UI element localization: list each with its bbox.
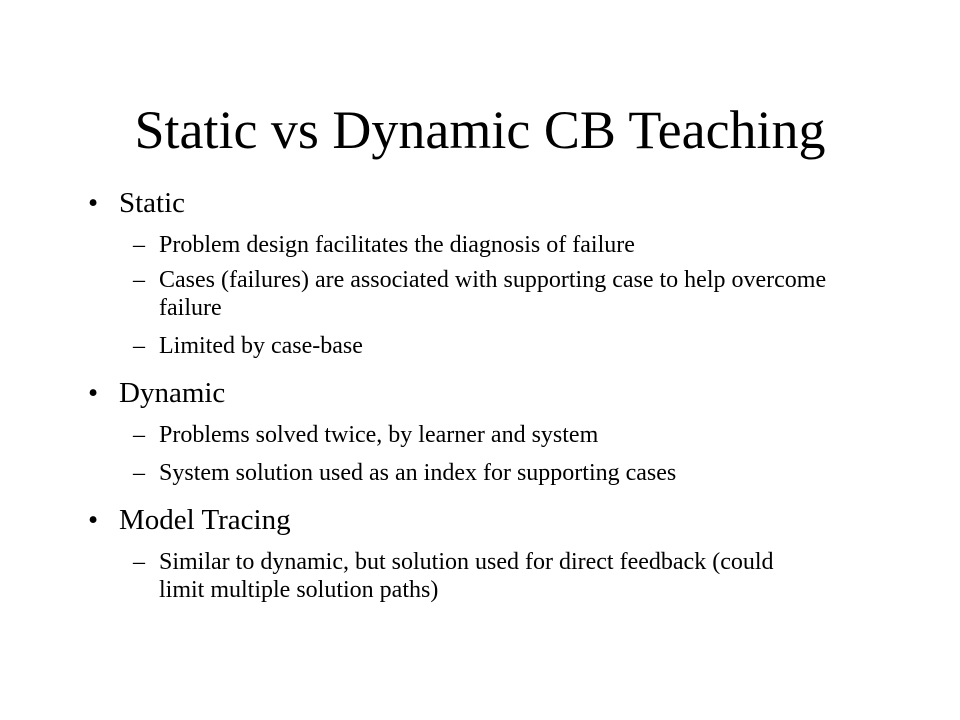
section-dynamic [88, 374, 888, 487]
sub-bullet-item [88, 266, 888, 322]
dash-icon: – [133, 232, 145, 258]
dash-icon: – [133, 422, 145, 448]
sub-item-text: Similar to dynamic, but solution used for direct feedback (could limit multiple solution paths) [159, 549, 774, 603]
sub-bullet-item [88, 421, 888, 449]
sub-bullet-item [88, 548, 888, 604]
sub-item-text: Limited by case-base [159, 333, 363, 359]
dash-icon: – [133, 333, 145, 359]
sub-item-text: Problems solved twice, by learner and system [159, 422, 599, 448]
section-heading: Static [119, 187, 186, 219]
dash-icon: – [133, 549, 145, 575]
bullet-icon: • [88, 187, 99, 219]
bullet-item [88, 184, 888, 222]
bullet-item [88, 501, 888, 539]
sub-bullet-item [88, 332, 888, 360]
sub-item-text: Cases (failures) are associated with supporting case to help overcome failure [159, 267, 827, 321]
sub-item-text: System solution used as an index for supporting cases [159, 460, 677, 486]
bullet-item [88, 374, 888, 412]
slide-content [88, 184, 888, 613]
section-heading: Model Tracing [119, 504, 291, 536]
dash-icon: – [133, 460, 145, 486]
bullet-icon: • [88, 504, 99, 536]
section-static [88, 184, 888, 360]
slide-title: Static vs Dynamic CB Teaching [134, 100, 826, 160]
section-heading: Dynamic [119, 377, 226, 409]
sub-item-text: Problem design facilitates the diagnosis of failure [159, 232, 635, 258]
bullet-icon: • [88, 377, 99, 409]
section-model-tracing [88, 501, 888, 604]
dash-icon: – [133, 267, 145, 293]
sub-bullet-item [88, 231, 888, 259]
sub-bullet-item [88, 459, 888, 487]
